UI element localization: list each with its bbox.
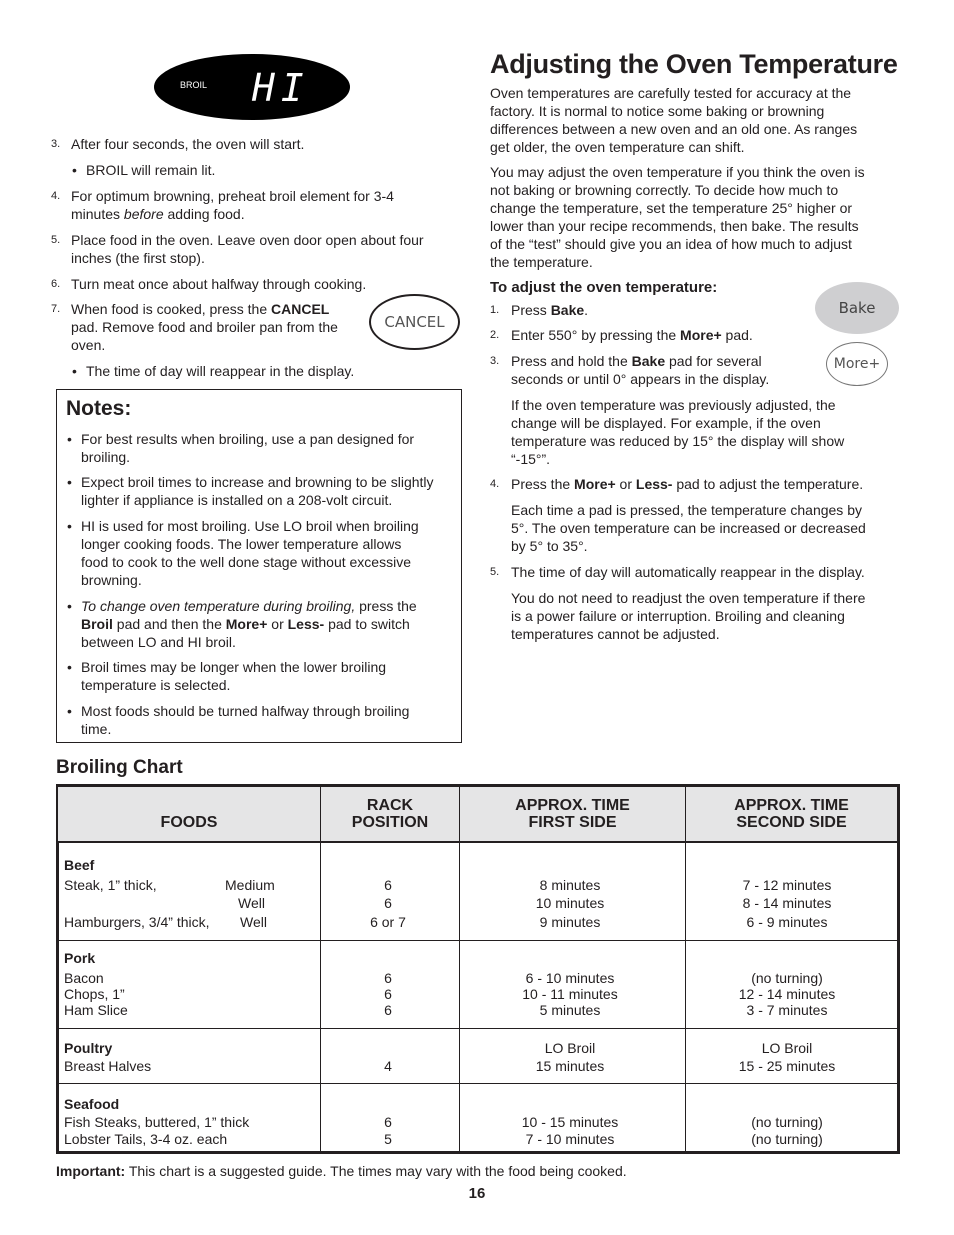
table-cell: 6 - 9 minutes — [746, 914, 828, 930]
table-row-pork-name: Pork — [64, 950, 96, 966]
table-cell: Bacon — [64, 970, 104, 986]
table-cell: Fish Steaks, buttered, 1” thick — [64, 1114, 250, 1130]
table-row-poultry-name: Poultry — [64, 1040, 113, 1056]
note-item: • Most foods should be turned halfway through broiling time. — [67, 703, 410, 737]
subheading: To adjust the oven temperature: — [490, 279, 718, 296]
table-cell: Ham Slice — [64, 1002, 128, 1018]
adjust-step-1: 1. Press Bake. — [490, 302, 589, 318]
adjust-step-5: 5. The time of day will automatically reappear in the display. — [490, 564, 865, 580]
row-divider — [58, 940, 897, 941]
header-time-first-side: APPROX. TIME FIRST SIDE — [515, 797, 630, 831]
adjust-paragraph: You may adjust the oven temperature if you think the oven is not baking or browning correctly. To decide how much to change the temperature, set the temperature 25° higher or lower than your recipe recommends, then bake. The results of the “test” should give you an idea of how much to adjust the temperature. — [490, 164, 865, 270]
note-item: • Broil times may be longer when the lower broiling temperature is selected. — [67, 659, 387, 693]
adjust-step-5-detail: You do not need to readjust the oven temperature if there is a power failure or interruption. Broiling and cleaning temperatures cannot be adjusted. — [511, 590, 866, 642]
table-cell: 6 — [384, 986, 392, 1002]
step-4: 4. For optimum browning, preheat broil element for 3-4 minutes before adding food. — [51, 188, 394, 222]
more-pad: More+ — [826, 342, 888, 386]
row-divider — [58, 1028, 897, 1029]
table-cell: (no turning) — [751, 970, 823, 986]
table-cell: 6 or 7 — [370, 914, 406, 930]
note-item: • HI is used for most broiling. Use LO broil when broiling longer cooking foods. The lower temperature allows food to cook to the well done stage without excessive browning. — [67, 518, 419, 588]
step-7: 7. When food is cooked, press the CANCEL pad. Remove food and broiler pan from the oven. — [51, 301, 338, 353]
important-note: Important: This chart is a suggested guide. The times may vary with the food being cooked. — [56, 1163, 627, 1179]
table-cell: 7 - 12 minutes — [742, 877, 832, 893]
table-cell: (no turning) — [751, 1114, 823, 1130]
table-cell: 5 — [384, 1131, 392, 1147]
table-cell: LO Broil — [544, 1040, 596, 1056]
table-cell: (no turning) — [751, 1131, 823, 1147]
oven-display — [154, 54, 350, 120]
note-item: • To change oven temperature during broiling, press the Broil pad and then the More+ or Less- pad to switch between LO and HI broil. — [67, 598, 417, 650]
step-3: 3. After four seconds, the oven will start. — [51, 136, 305, 152]
cancel-pad: CANCEL — [369, 294, 460, 350]
intro-paragraph: Oven temperatures are carefully tested for accuracy at the factory. It is normal to notice some baking or browning differences between a new oven and an old one. As ranges get older, the oven temperature can shift. — [490, 85, 858, 155]
row-divider — [58, 1083, 897, 1084]
note-item: • For best results when broiling, use a pan designed for broiling. — [67, 431, 415, 465]
table-cell: 7 - 10 minutes — [525, 1131, 615, 1147]
chart-title: Broiling Chart — [56, 757, 183, 778]
table-cell: 8 minutes — [539, 877, 601, 893]
table-cell: 15 minutes — [535, 1058, 605, 1074]
note-item: • Expect broil times to increase and browning to be slightly lighter if appliance is installed on a 208-volt circuit. — [67, 474, 434, 508]
header-rack-position: RACK POSITION — [351, 797, 429, 831]
step-7-bullet: • The time of day will reappear in the display. — [72, 363, 355, 379]
table-cell: Lobster Tails, 3-4 oz. each — [64, 1131, 228, 1147]
table-cell: 6 — [384, 1002, 392, 1018]
header-time-second-side: APPROX. TIME SECOND SIDE — [734, 797, 849, 831]
table-cell: Well — [240, 914, 267, 930]
display-value: HI — [252, 66, 310, 110]
table-cell: 10 - 11 minutes — [522, 986, 618, 1002]
table-cell: Medium — [225, 877, 275, 893]
table-cell: Chops, 1” — [64, 986, 125, 1002]
table-cell: 15 - 25 minutes — [738, 1058, 836, 1074]
table-cell: 3 - 7 minutes — [746, 1002, 828, 1018]
adjust-step-4: 4. Press the More+ or Less- pad to adjust the temperature. — [490, 476, 864, 492]
table-cell: 4 — [384, 1058, 392, 1074]
table-cell: Hamburgers, 3/4” thick, — [64, 914, 210, 930]
adjust-step-4-detail: Each time a pad is pressed, the temperature changes by 5°. The oven temperature can be increased or decreased by 5° to 35°. — [511, 502, 866, 554]
table-cell: 10 minutes — [535, 895, 605, 911]
table-cell: LO Broil — [761, 1040, 813, 1056]
table-cell: Well — [238, 895, 265, 911]
table-cell: 5 minutes — [539, 1002, 601, 1018]
table-cell: Breast Halves — [64, 1058, 152, 1074]
adjust-step-3: 3. Press and hold the Bake pad for several seconds or until 0° appears in the display. — [490, 353, 770, 387]
table-cell: 6 — [384, 877, 392, 893]
table-cell: 6 — [384, 970, 392, 986]
step-3-bullet: • BROIL will remain lit. — [72, 162, 216, 178]
table-cell: 8 - 14 minutes — [742, 895, 832, 911]
table-cell: 9 minutes — [539, 914, 601, 930]
page-number: 16 — [468, 1185, 486, 1202]
page-title: Adjusting the Oven Temperature — [490, 49, 898, 79]
table-cell: 6 - 10 minutes — [525, 970, 615, 986]
adjust-step-3-detail: If the oven temperature was previously adjusted, the change will be displayed. For example, if the oven temperature was reduced by 15° the display will show “-15°”. — [511, 397, 845, 467]
table-cell: 10 - 15 minutes — [521, 1114, 619, 1130]
step-6: 6. Turn meat once about halfway through cooking. — [51, 276, 367, 292]
step-5: 5. Place food in the oven. Leave oven door open about four inches (the first stop). — [51, 232, 424, 266]
table-cell: 6 — [384, 895, 392, 911]
header-foods: FOODS — [160, 814, 218, 831]
display-broil-label: BROIL — [180, 80, 208, 90]
adjust-step-2: 2. Enter 550° by pressing the More+ pad. — [490, 327, 753, 343]
table-row-seafood-name: Seafood — [64, 1096, 120, 1112]
bake-pad: Bake — [815, 282, 899, 334]
table-row-beef-name: Beef — [64, 857, 95, 873]
table-cell: 12 - 14 minutes — [738, 986, 836, 1002]
table-cell: 6 — [384, 1114, 392, 1130]
notes-title: Notes: — [66, 397, 132, 420]
table-cell: Steak, 1” thick, — [64, 877, 157, 893]
